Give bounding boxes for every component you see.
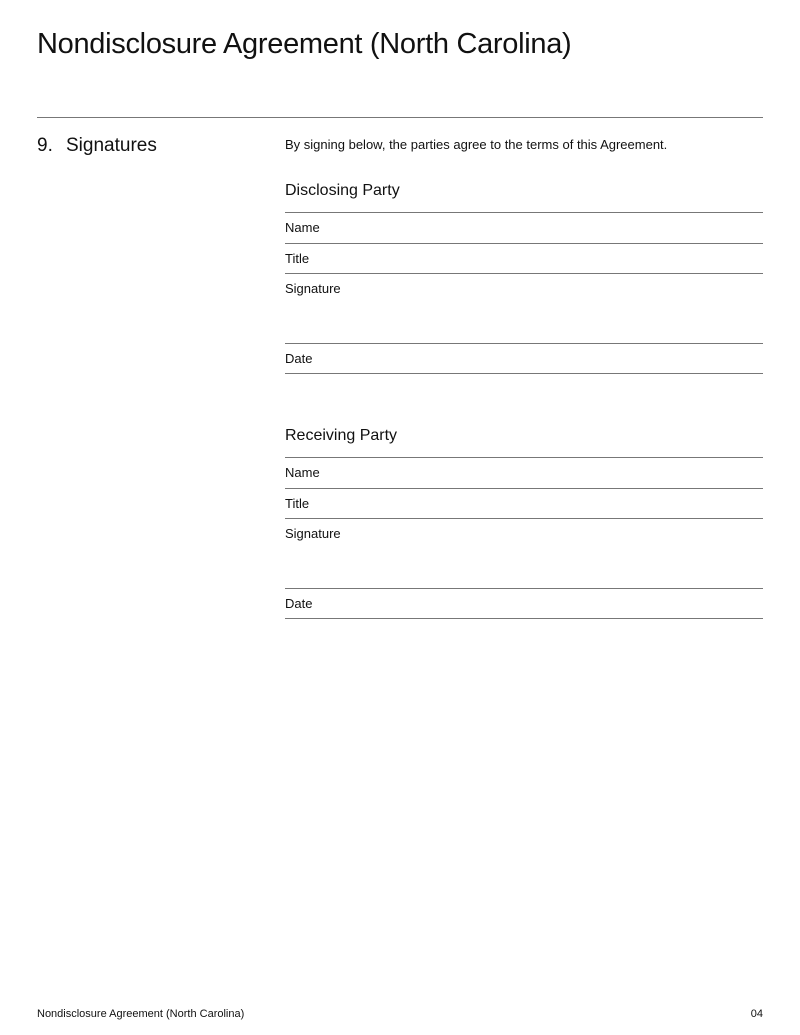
section-intro: By signing below, the parties agree to the terms of this Agreement. xyxy=(285,137,668,152)
signature-field[interactable]: Signature xyxy=(285,526,341,541)
divider xyxy=(285,518,763,519)
name-field[interactable]: Name xyxy=(285,465,320,480)
divider xyxy=(285,488,763,489)
page-number: 04 xyxy=(750,1008,763,1020)
party-heading: Receiving Party xyxy=(285,427,398,444)
date-field[interactable]: Date xyxy=(285,596,313,611)
divider xyxy=(285,273,763,274)
footer-title: Nondisclosure Agreement (North Carolina) xyxy=(37,1008,245,1020)
divider xyxy=(285,243,763,244)
document-title: Nondisclosure Agreement (North Carolina) xyxy=(37,28,572,60)
section-number: 9. xyxy=(37,135,53,156)
divider xyxy=(285,618,763,619)
section-title: Signatures xyxy=(66,135,157,156)
divider xyxy=(285,457,763,458)
signature-field[interactable]: Signature xyxy=(285,281,341,296)
party-heading: Disclosing Party xyxy=(285,182,400,199)
divider xyxy=(285,373,763,374)
divider xyxy=(285,343,763,344)
divider xyxy=(37,117,763,118)
title-field[interactable]: Title xyxy=(285,496,310,511)
title-field[interactable]: Title xyxy=(285,251,310,266)
date-field[interactable]: Date xyxy=(285,351,313,366)
divider xyxy=(285,212,763,213)
divider xyxy=(285,588,763,589)
name-field[interactable]: Name xyxy=(285,220,320,235)
